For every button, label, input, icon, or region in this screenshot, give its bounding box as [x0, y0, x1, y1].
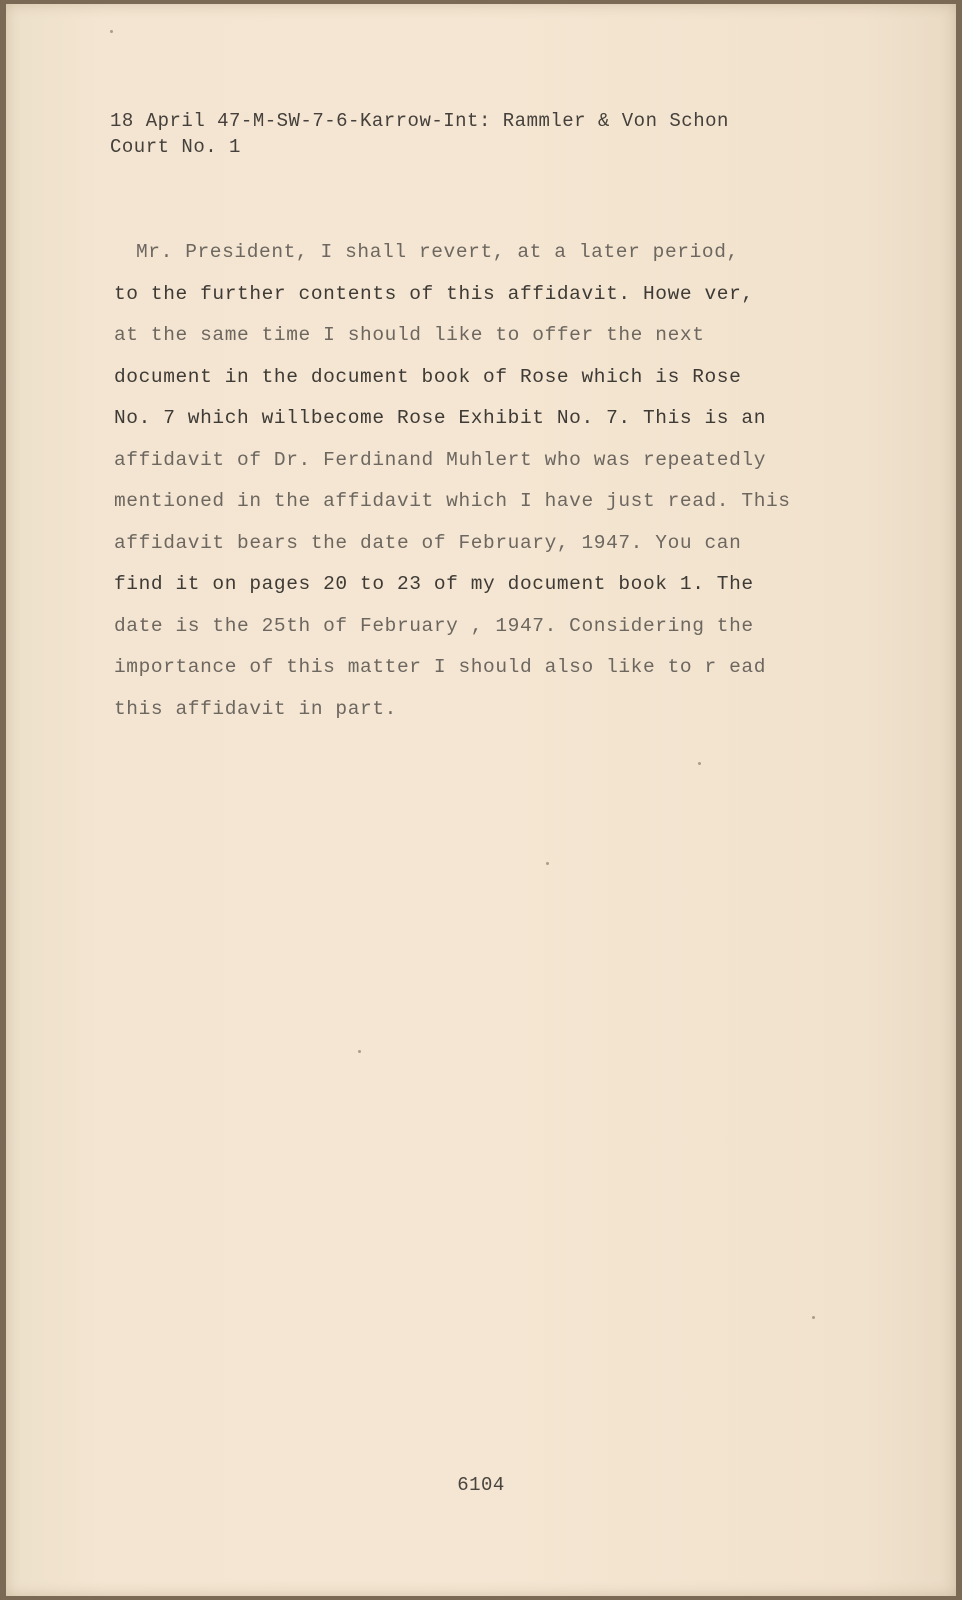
body-line: document in the document book of Rose which is Rose	[114, 365, 742, 388]
body-line: date is the 25th of February , 1947. Considering the	[114, 614, 754, 637]
document-page	[6, 4, 956, 1596]
body-line: Mr. President, I shall revert, at a later period,	[136, 241, 739, 263]
document-header	[110, 108, 729, 160]
body-line: to the further contents of this affidavit. Howe ver,	[114, 282, 754, 305]
paper-speck	[698, 762, 701, 765]
body-line: mentioned in the affidavit which I have just read. This	[114, 490, 791, 512]
body-line: No. 7 which willbecome Rose Exhibit No. 7. This is an	[114, 407, 767, 429]
paper-speck	[110, 30, 113, 33]
header-line-1: 18 April 47-M-SW-7-6-Karrow-Int: Rammler & Von Schon	[110, 110, 729, 132]
page-number: 6104	[457, 1474, 505, 1496]
body-line: at the same time I should like to offer the next	[114, 324, 705, 346]
header-line-2: Court No. 1	[110, 136, 241, 158]
body-text	[114, 232, 814, 730]
body-line: importance of this matter I should also like to r ead	[114, 656, 767, 678]
body-line: find it on pages 20 to 23 of my document book 1. The	[114, 573, 754, 595]
paper-speck	[546, 862, 549, 865]
paper-speck	[812, 1316, 815, 1319]
body-line: affidavit of Dr. Ferdinand Muhlert who was repeatedly	[114, 448, 767, 471]
paper-speck	[358, 1050, 361, 1053]
body-line: affidavit bears the date of February, 1947. You can	[114, 531, 742, 554]
body-line: this affidavit in part.	[114, 697, 397, 720]
